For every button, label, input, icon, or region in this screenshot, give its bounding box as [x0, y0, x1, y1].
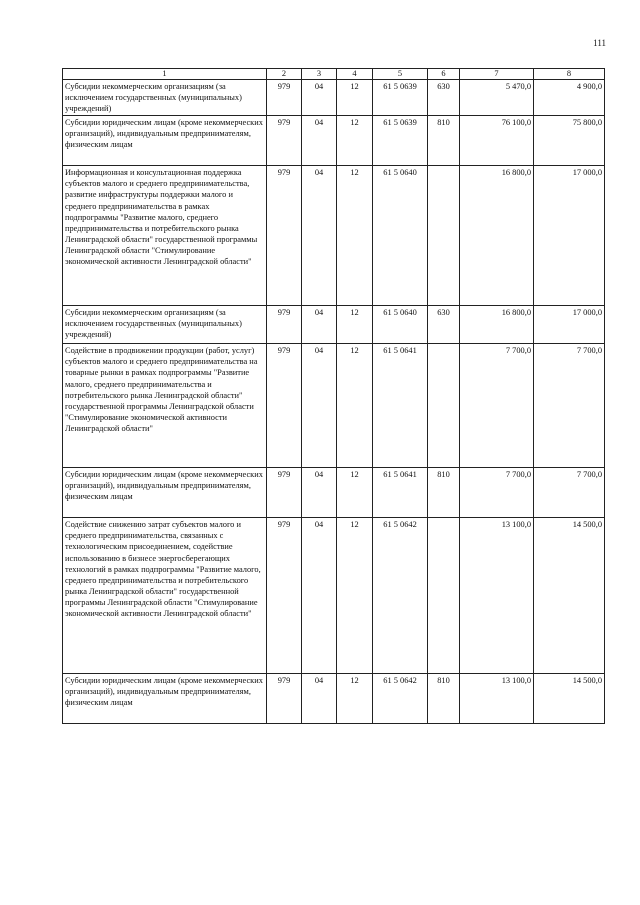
cell-amount-2: 4 900,0	[534, 80, 605, 116]
cell-ministry-code: 979	[267, 344, 302, 468]
cell-section: 04	[302, 80, 337, 116]
cell-ministry-code: 979	[267, 80, 302, 116]
column-header: 1	[63, 69, 267, 80]
cell-section: 04	[302, 674, 337, 724]
cell-ministry-code: 979	[267, 116, 302, 166]
cell-ministry-code: 979	[267, 306, 302, 344]
column-header: 6	[428, 69, 460, 80]
table-row	[63, 344, 605, 468]
cell-subsection: 12	[337, 468, 373, 518]
cell-target-article: 61 5 0640	[373, 306, 428, 344]
cell-amount-1: 7 700,0	[460, 468, 534, 518]
cell-target-article: 61 5 0639	[373, 116, 428, 166]
column-header: 7	[460, 69, 534, 80]
header-row	[63, 69, 605, 80]
cell-amount-1: 13 100,0	[460, 674, 534, 724]
cell-expense-type: 630	[428, 306, 460, 344]
row-name: Субсидии юридическим лицам (кроме некоммерческих организаций), индивидуальным предпринимателям, физическим лицам	[63, 116, 267, 166]
cell-section: 04	[302, 306, 337, 344]
table-row	[63, 468, 605, 518]
cell-section: 04	[302, 518, 337, 674]
row-name: Субсидии юридическим лицам (кроме некоммерческих организаций), индивидуальным предпринимателям, физическим лицам	[63, 468, 267, 518]
cell-target-article: 61 5 0642	[373, 674, 428, 724]
cell-section: 04	[302, 116, 337, 166]
cell-subsection: 12	[337, 518, 373, 674]
column-header: 2	[267, 69, 302, 80]
cell-subsection: 12	[337, 80, 373, 116]
cell-ministry-code: 979	[267, 166, 302, 306]
cell-amount-2: 14 500,0	[534, 518, 605, 674]
cell-expense-type: 810	[428, 674, 460, 724]
cell-target-article: 61 5 0642	[373, 518, 428, 674]
column-header: 8	[534, 69, 605, 80]
cell-target-article: 61 5 0640	[373, 166, 428, 306]
column-header: 3	[302, 69, 337, 80]
budget-table	[62, 68, 605, 724]
cell-amount-2: 17 000,0	[534, 166, 605, 306]
cell-expense-type	[428, 344, 460, 468]
table-row	[63, 674, 605, 724]
cell-ministry-code: 979	[267, 468, 302, 518]
table-row	[63, 166, 605, 306]
column-header: 5	[373, 69, 428, 80]
cell-amount-1: 16 800,0	[460, 166, 534, 306]
cell-target-article: 61 5 0641	[373, 468, 428, 518]
column-header: 4	[337, 69, 373, 80]
row-name: Субсидии юридическим лицам (кроме некоммерческих организаций), индивидуальным предпринимателям, физическим лицам	[63, 674, 267, 724]
cell-amount-2: 7 700,0	[534, 468, 605, 518]
table-row	[63, 306, 605, 344]
row-name: Содействие в продвижении продукции (работ, услуг) субъектов малого и среднего предпринимательства на товарные рынки в рамках подпрограммы "Развитие малого, среднего предпринимательства и потребительского рынка Ленинградской области" государственной программы Ленинградской области "Стимулирование экономической активности Ленинградской области"	[63, 344, 267, 468]
cell-ministry-code: 979	[267, 518, 302, 674]
table-row	[63, 518, 605, 674]
cell-amount-2: 14 500,0	[534, 674, 605, 724]
row-name: Информационная и консультационная поддержка субъектов малого и среднего предпринимательства, развитие инфраструктуры поддержки малого и среднего предпринимательства в рамках подпрограммы "Развитие малого, среднего предпринимательства и потребительского рынка Ленинградской области" государственной программы Ленинградской области "Стимулирование экономической активности Ленинградской области"	[63, 166, 267, 306]
cell-expense-type: 630	[428, 80, 460, 116]
cell-amount-1: 76 100,0	[460, 116, 534, 166]
cell-amount-2: 75 800,0	[534, 116, 605, 166]
cell-target-article: 61 5 0639	[373, 80, 428, 116]
cell-section: 04	[302, 344, 337, 468]
cell-target-article: 61 5 0641	[373, 344, 428, 468]
table-row	[63, 116, 605, 166]
cell-subsection: 12	[337, 344, 373, 468]
cell-subsection: 12	[337, 166, 373, 306]
table-row	[63, 80, 605, 116]
row-name: Содействие снижению затрат субъектов малого и среднего предпринимательства, связанных с технологическим присоединением, содействие использованию в бизнесе энергосберегающих технологий в рамках подпрограммы "Развитие малого, среднего предпринимательства и потребительского рынка Ленинградской области" государственной программы Ленинградской области "Стимулирование экономической активности Ленинградской области"	[63, 518, 267, 674]
page-number: 111	[593, 38, 606, 48]
cell-amount-1: 5 470,0	[460, 80, 534, 116]
cell-ministry-code: 979	[267, 674, 302, 724]
cell-amount-1: 13 100,0	[460, 518, 534, 674]
cell-section: 04	[302, 166, 337, 306]
cell-expense-type	[428, 518, 460, 674]
cell-section: 04	[302, 468, 337, 518]
cell-amount-1: 7 700,0	[460, 344, 534, 468]
cell-expense-type	[428, 166, 460, 306]
row-name: Субсидии некоммерческим организациям (за исключением государственных (муниципальных) учреждений)	[63, 80, 267, 116]
cell-subsection: 12	[337, 116, 373, 166]
cell-subsection: 12	[337, 306, 373, 344]
cell-expense-type: 810	[428, 116, 460, 166]
row-name: Субсидии некоммерческим организациям (за исключением государственных (муниципальных) учреждений)	[63, 306, 267, 344]
cell-subsection: 12	[337, 674, 373, 724]
cell-amount-2: 17 000,0	[534, 306, 605, 344]
cell-amount-1: 16 800,0	[460, 306, 534, 344]
cell-expense-type: 810	[428, 468, 460, 518]
cell-amount-2: 7 700,0	[534, 344, 605, 468]
